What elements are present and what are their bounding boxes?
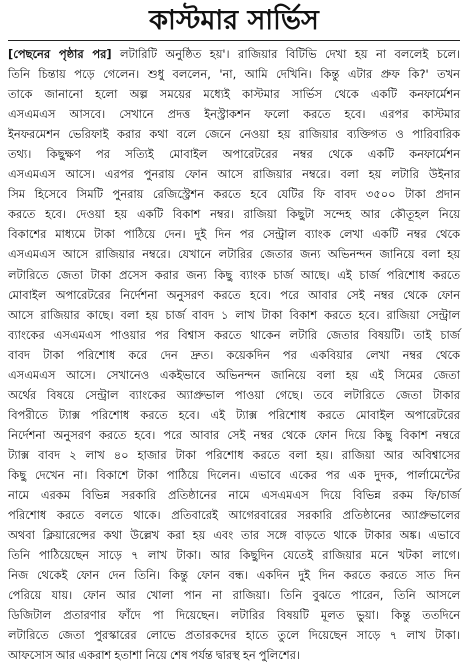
article-line: তথ্য। কিছুক্ষণ পর সত্যিই মোবাইল অপারেটরের নম্বর থেকে একটি কনফার্মেশন xyxy=(8,147,460,162)
article-line: ইনফরমেশন ভেরিফাই করার কথা বলে জেনে নেওয়া হয় রাজিয়ার ব্যক্তিগত ও পারিবারিক xyxy=(8,127,460,142)
article-title: কাস্টমার সার্ভিস xyxy=(149,5,319,36)
article-line: নির্দেশনা অনুসরণ করতে হবে। পরে আবার সেই নম্বর থেকে ফোন দিয়ে কিছু বিকাশ নম্বরে xyxy=(8,427,460,442)
article-line: বিপরীতে ট্যাক্স পরিশোধ করতে হবে। এই ট্যাক্স পরিশোধ করতে মোবাইল অপারেটরের xyxy=(8,407,460,422)
article-line: ডিজিটাল প্রতারণার ফাঁদে পা দিয়েছেন। লটারির বিষয়টি মূলত ভুয়া। কিন্তু ততদিনে xyxy=(8,608,460,623)
article-line: তিনি চিন্তায় পড়ে গেলেন। শুধু বললেন, 'না, আমি দেখিনি। কিন্তু এটার প্রুফ কি?' তখন xyxy=(8,67,460,82)
article-line: অথবা ক্লিয়ারেন্সের কথা উল্লেখ করা হয় এবং তার সঙ্গে বাড়তে থাকে টাকার অঙ্ক। এভাবে xyxy=(8,528,460,543)
article-line: লটারিতে জেতা টাকা প্রসেস করার জন্য কিছু ব্যাংক চার্জ আছে। এই চার্জ পরিশোধ করতে xyxy=(8,267,460,282)
article-line: কিছু দেখেন না। বিকাশে টাকা পাঠিয়ে দিলেন। এভাবে একের পর এক দুদক, পার্লামেন্টের xyxy=(8,467,460,482)
article-line: অর্থের বিষয়ে সেন্ট্রাল ব্যাংকের অ্যাপ্রুভাল পাওয়া গেছে। তবে লটারিতে জেতা টাকার xyxy=(8,387,460,402)
continuation-kicker: [পেছনের পৃষ্ঠার পর] xyxy=(8,47,112,61)
article-line: পরিশোধ করতে বলতে থাকে। প্রতিবারেই আগেরবারের সরকারি প্রতিষ্ঠানের অ্যাপ্রুভালের xyxy=(8,508,460,523)
article-line: এসএমএস আসে রাজিয়ার নম্বরে। যেখানে লটারির জেতার জন্য অভিনন্দন জানিয়ে বলা হয় xyxy=(8,247,460,262)
article-body xyxy=(8,44,460,663)
article-line xyxy=(8,44,460,64)
article-line: ব্যাংকের এসএমএস পাওয়ার পর বিশ্বাস করতে থাকেন লটারি জেতার বিষয়টি। তাই চার্জ xyxy=(8,327,460,342)
article-line: এসএমএস আসে। এরপর পুনরায় ফোন আসে রাজিয়ার নম্বরে। বলা হয় লটারি উইনার xyxy=(8,167,460,182)
article-line: এসএমএস আসবে। সেখানে প্রদত্ত ইনস্ট্রাকশন ফলো করতে হবে। এরপর কাস্টমার xyxy=(8,107,460,122)
article-line: আসে রাজিয়ার কাছে। বলা হয় চার্জ বাবদ ১ লাখ টাকা বিকাশ করতে হবে। রাজিয়া সেন্ট্রাল xyxy=(8,307,460,322)
article-line: বাবদ টাকা পরিশোধ করে দেন দ্রুত। কয়েকদিন পর একবিয়ার লেখা নম্বর থেকে xyxy=(8,347,460,362)
article-line: ট্যাক্স বাবদ ২ লাখ ৪০ হাজার টাকা পরিশোধ করতে বলা হয়। রাজিয়া আর অবিশ্বাসের xyxy=(8,447,460,462)
article-line: সিম হিসেবে সিমটি পুনরায় রেজিস্ট্রেশন করতে হবে যেটির ফি বাবদ ৩৫০০ টাকা প্রদান xyxy=(8,187,460,202)
title-divider xyxy=(8,40,460,41)
article-line: করতে হবে। দেওয়া হয় একটি বিকাশ নম্বর। রাজিয়া কিছুটা সন্দেহ আর কৌতূহল নিয়ে xyxy=(8,207,460,222)
article-line: তিনি পাঠিয়েছেন সাড়ে ৭ লাখ টাকা। আর কিছুদিন যেতেই রাজিয়ার মনে খটকা লাগে। xyxy=(8,548,460,563)
article-line: বিকাশের মাধ্যমে টাকা পাঠিয়ে দেন। দুই দিন পর সেন্ট্রাল ব্যাংক লেখা একটি নম্বর থেকে xyxy=(8,227,460,242)
article-line: লটারিতে জেতা পুরস্কারের লোভে প্রতারকদের হাতে তুলে দিয়েছেন সাড়ে ৭ লাখ টাকা। xyxy=(8,628,460,643)
article-line: নিজ থেকেই ফোন দেন তিনি। কিন্তু ফোন বন্ধ। একদিন দুই দিন করতে করতে সাত দিন xyxy=(8,568,460,583)
article-line: মোবাইল অপারেটরের নির্দেশনা অনুসরণ করতে হবে। পরে আবার সেই নম্বর থেকে ফোন xyxy=(8,287,460,302)
article-line: এসএমএস আসে। সেখানেও একইভাবে অভিনন্দন জানিয়ে বলা হয় এই সিমের জেতা xyxy=(8,367,460,382)
article-line: পেরিয়ে যায়। ফোন আর খোলা পান না রাজিয়া। তিনি বুঝতে পারেন, তিনি আসলে xyxy=(8,588,460,603)
article-line: তাকে জানানো হলো অল্প সময়ের মধ্যেই কাস্টমার সার্ভিস থেকে একটি কনফার্মেশন xyxy=(8,87,460,102)
article-line-text: লটারিটি অনুষ্ঠিত হয়'। রাজিয়ার বিটিভি দেখা হয় না বললেই চলে। xyxy=(111,47,460,61)
article-line: আফসোস আর একরাশ হতাশা নিয়ে শেষ পর্যন্ত দ্বারস্থ হন পুলিশের। xyxy=(8,648,300,663)
article-line: নামে এরকম বিভিন্ন সরকারি প্রতিষ্ঠানের নামে এসএমএস দিয়ে বিভিন্ন রকম ফি/চার্জ xyxy=(8,488,460,503)
